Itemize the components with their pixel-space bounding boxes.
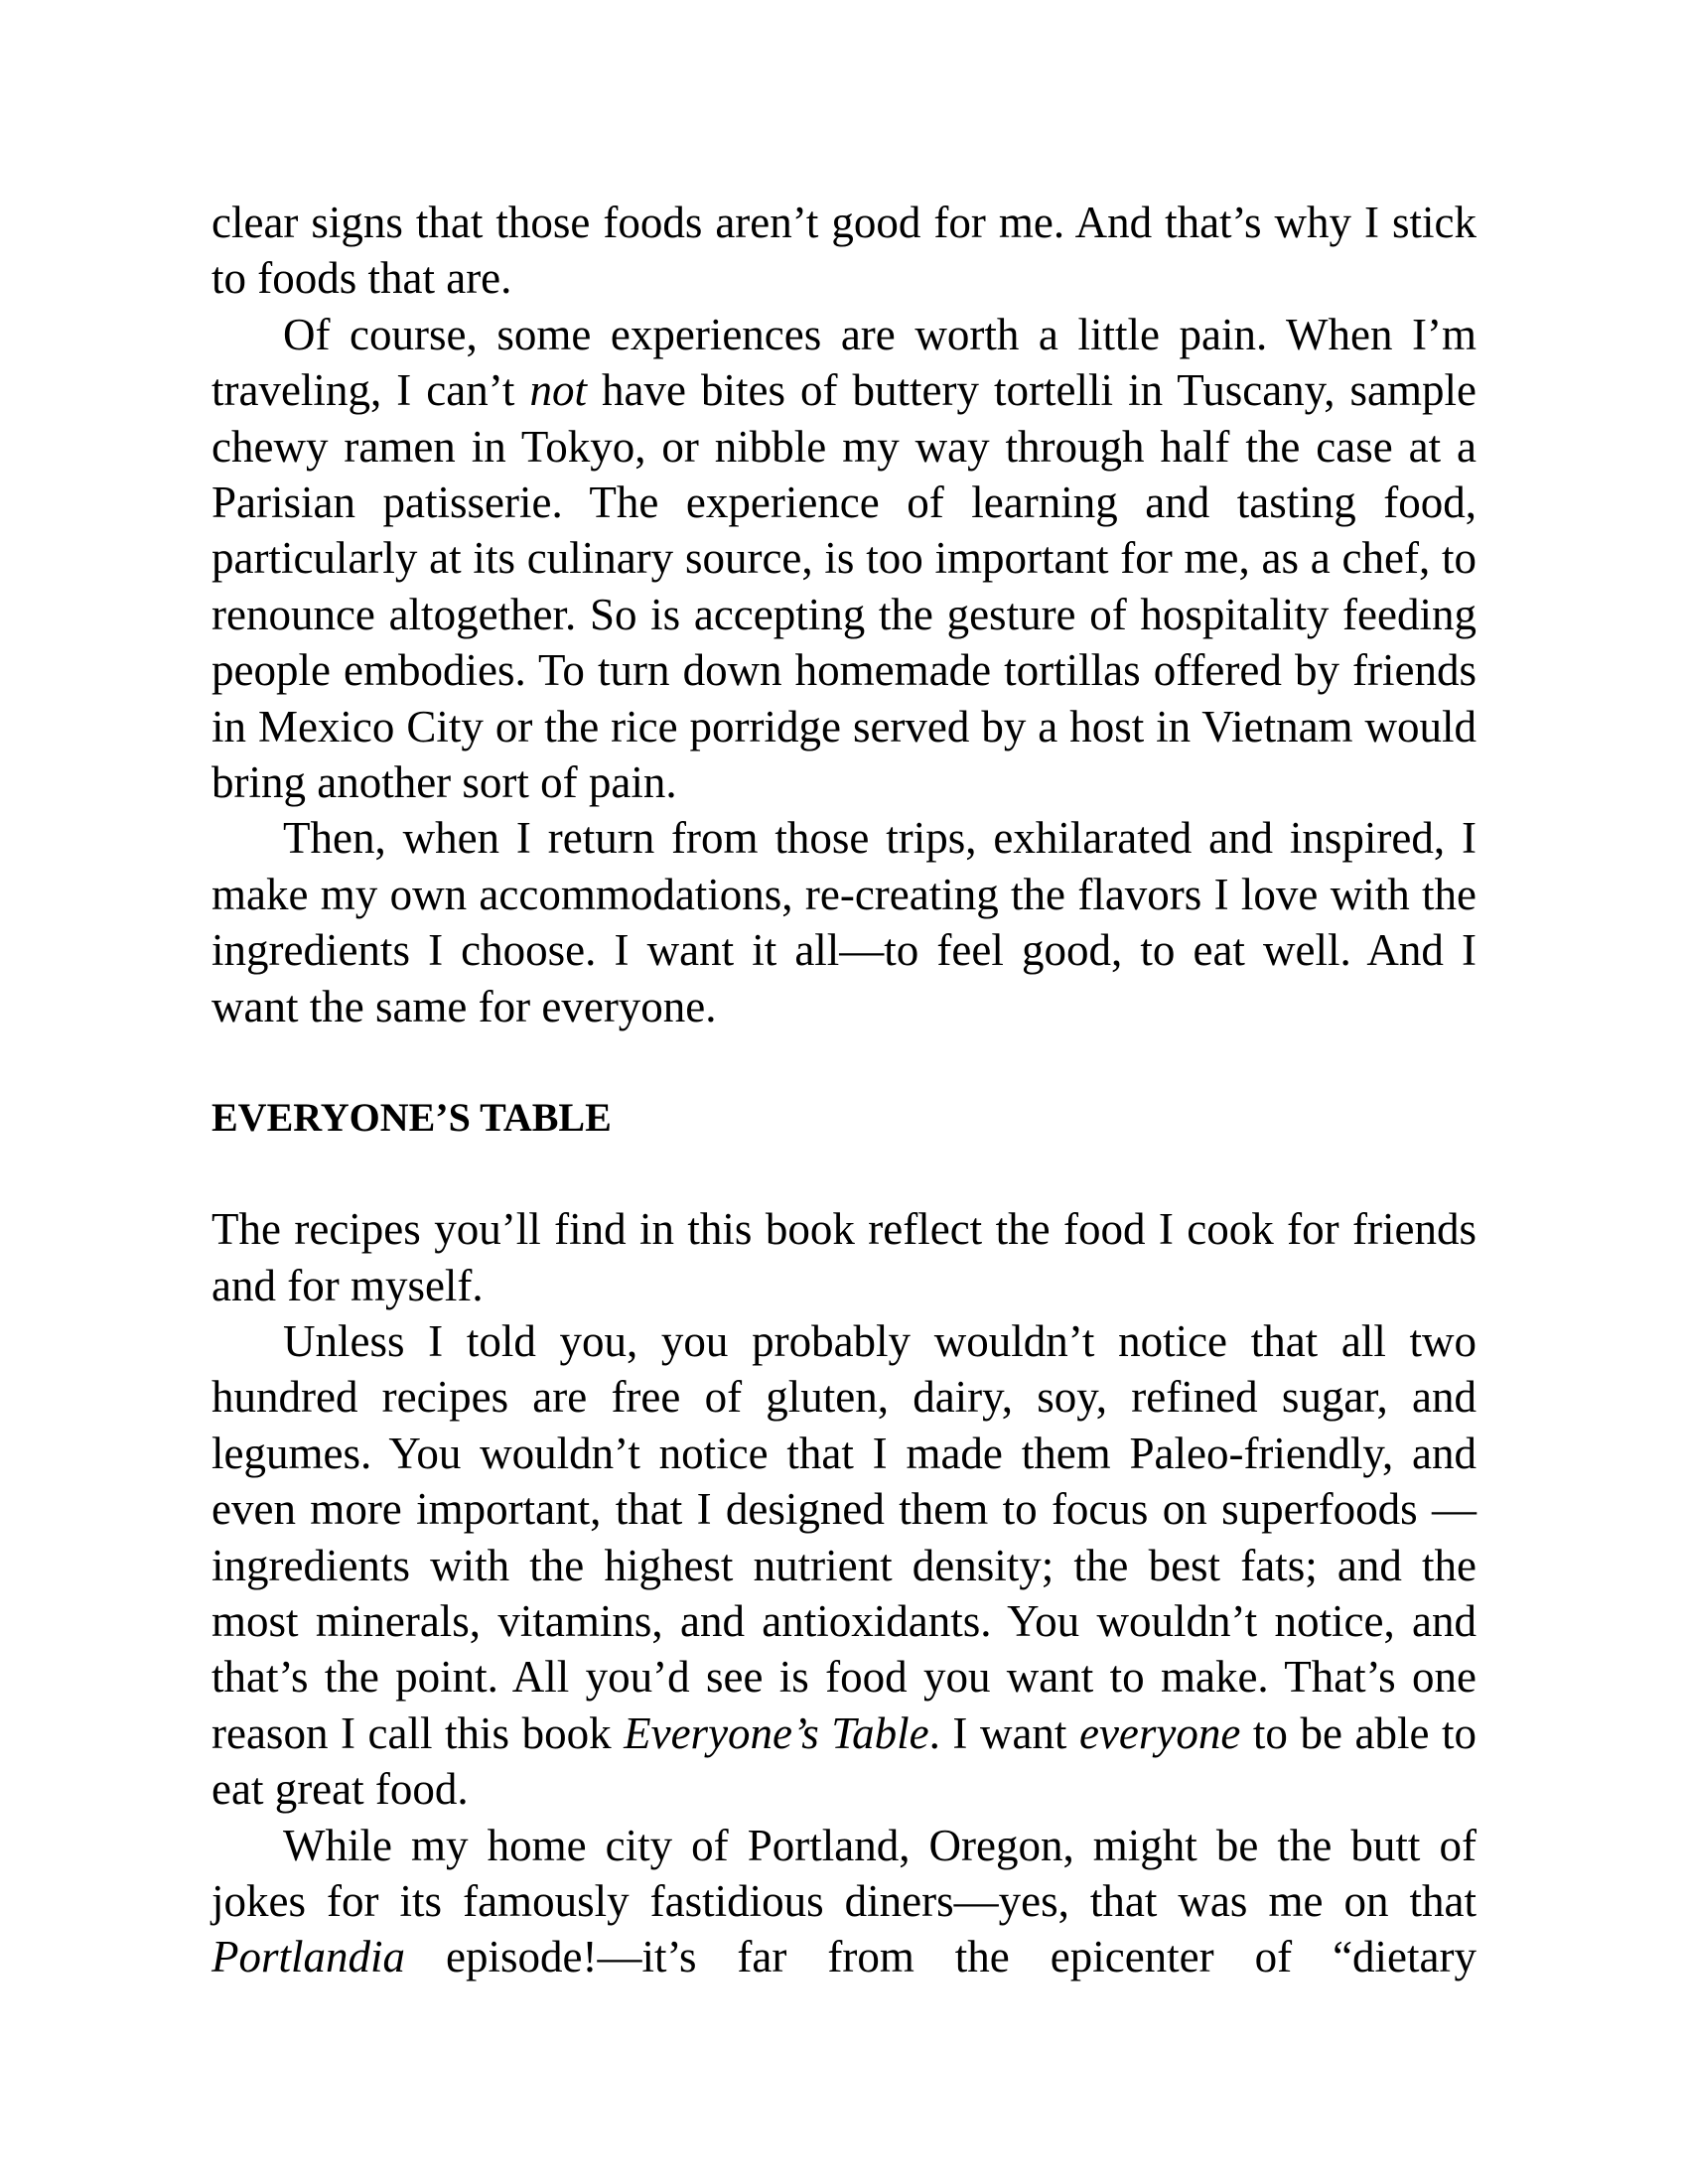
emphasis-text: not: [529, 365, 587, 416]
paragraph-text: have bites of buttery tortelli in Tuscany, sample chewy ramen in Tokyo, or nibble my way through half the case at a Parisian patisserie. The experience of learning and tasting food, particularly at its culinary source, is too important for me, as a chef, to renounce altogether. So is accepting the gesture of hospitality feeding people embodies. To turn down homemade tortillas offered by friends in Mexico City or the rice porridge served by a host in Vietnam would bring another sort of pain.: [211, 365, 1477, 808]
book-title-emphasis: Everyone’s Table: [624, 1707, 929, 1758]
paragraph-text: Unless I told you, you probably wouldn’t notice that all two hundred recipes are free of gluten, dairy, soy, refined sugar, and legumes. You wouldn’t notice that I made them Paleo-friendly, and even more important, that I designed them to focus on superfoods —ingredients with the highest nutrient density; the best fats; and the most minerals, vitamins, and antioxidants. You wouldn’t notice, and that’s the point. All you’d see is food you want to make. That’s one reason I call this book: [211, 1315, 1477, 1758]
paragraph-text: Of course, some experiences are worth a little pain. When I’m traveling, I can’t: [211, 309, 1477, 416]
paragraph-travel: [211, 307, 1477, 811]
emphasis-text: everyone: [1078, 1707, 1241, 1758]
show-title-emphasis: Portlandia: [211, 1932, 406, 1982]
paragraph-text: to be able to eat great food.: [211, 1707, 1477, 1815]
book-page: [211, 195, 1477, 1985]
paragraph-continued: [211, 195, 1477, 307]
paragraph-text: Then, when I return from those trips, exhilarated and inspired, I make my own accommodations, re-creating the flavors I love with the ingredients I choose. I want it all—to feel good, to eat well. And I want the same for everyone.: [211, 813, 1477, 1031]
paragraph-recipes: [211, 1201, 1477, 1313]
paragraph-text: episode!—it’s far from the epicenter of “dietary: [405, 1932, 1477, 1982]
paragraph-portland: [211, 1818, 1477, 1985]
section-heading: EVERYONE’S TABLE: [211, 1095, 612, 1141]
paragraph-return: [211, 810, 1477, 1034]
paragraph-text: . I want: [928, 1707, 1079, 1758]
paragraph-unless: [211, 1313, 1477, 1818]
paragraph-text: clear signs that those foods aren’t good for me. And that’s why I stick to foods that are.: [211, 198, 1477, 304]
paragraph-text: The recipes you’ll find in this book reflect the food I cook for friends and for myself.: [211, 1204, 1477, 1310]
paragraph-text: While my home city of Portland, Oregon, might be the butt of jokes for its famously fastidious diners—yes, that was me on that: [211, 1820, 1477, 1926]
